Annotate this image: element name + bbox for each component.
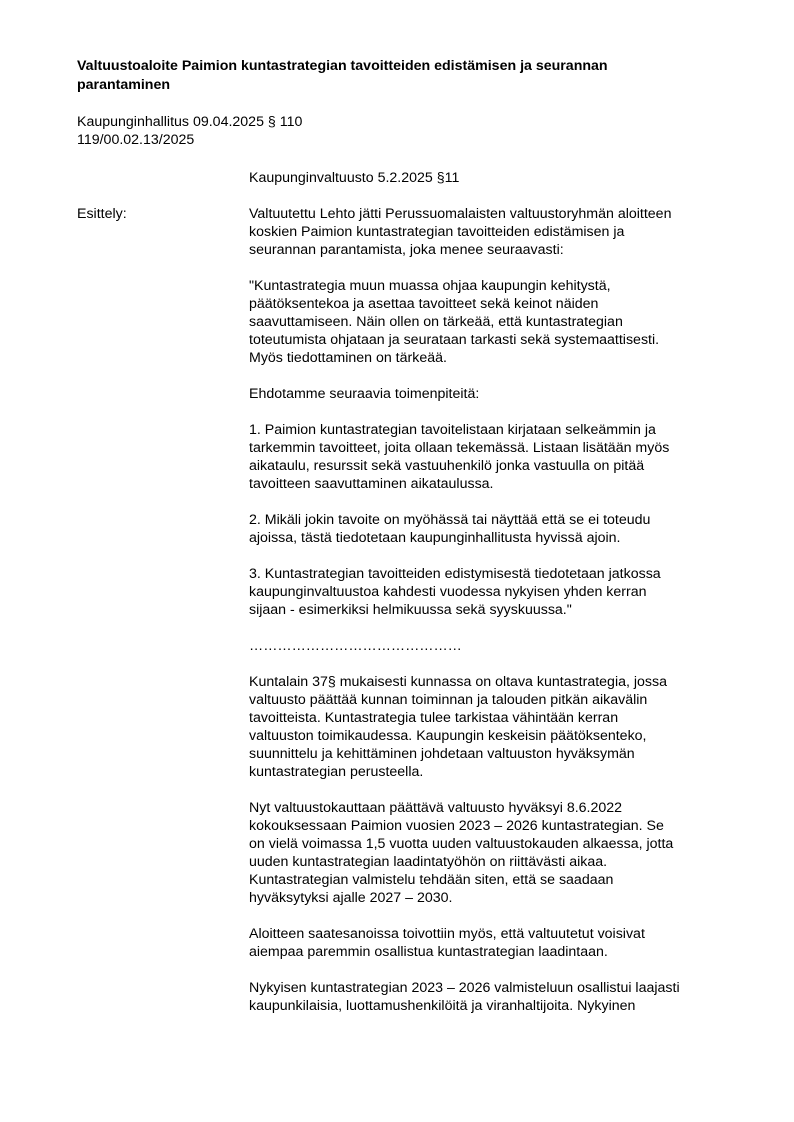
- record-number: 119/00.02.13/2025: [77, 132, 195, 148]
- body-line: kaupunginvaltuustoa kahdesti vuodessa nykyisen yhden kerran: [249, 584, 647, 600]
- body-line: ………………………………………: [249, 638, 462, 654]
- body-paragraph: [249, 925, 739, 961]
- body-paragraph: [249, 799, 739, 907]
- body-line: ajoissa, tästä tiedotetaan kaupunginhallitusta hyvissä ajoin.: [249, 530, 621, 546]
- council-line: Kaupunginvaltuusto 5.2.2025 §11: [249, 170, 460, 186]
- body-line: toteutumista ohjataan ja seurataan tarkasti sekä systemaattisesti.: [249, 332, 660, 348]
- body-line: kaupunkilaisia, luottamushenkilöitä ja viranhaltijoita. Nykyinen: [249, 998, 636, 1014]
- body-line: sijaan - esimerkiksi helmikuussa sekä syyskuussa.": [249, 602, 572, 618]
- section-label: Esittely:: [77, 206, 127, 222]
- body-paragraph: [249, 205, 739, 259]
- meeting-meta: [77, 113, 302, 149]
- body-line: tavoitteista. Kuntastrategia tulee tarkistaa vähintään kerran: [249, 710, 619, 726]
- body-line: Nyt valtuustokauttaan päättävä valtuusto hyväksyi 8.6.2022: [249, 800, 623, 816]
- body-line: aikataulu, resurssit sekä vastuuhenkilö jonka vastuulla on pitää: [249, 458, 645, 474]
- title-line: parantaminen: [77, 77, 171, 93]
- body-line: Aloitteen saatesanoissa toivottiin myös, että valtuutetut voisivat: [249, 926, 645, 942]
- body-line: tavoitteen saavuttaminen aikataulussa.: [249, 476, 494, 492]
- body-paragraph: [249, 385, 739, 403]
- body-line: Ehdotamme seuraavia toimenpiteitä:: [249, 386, 480, 402]
- body-line: uuden kuntastrategian laadintatyöhön on riittävästi aikaa.: [249, 854, 608, 870]
- body-line: "Kuntastrategia muun muassa ohjaa kaupungin kehitystä,: [249, 278, 611, 294]
- body-paragraph: [249, 421, 739, 493]
- body-line: Kuntalain 37§ mukaisesti kunnassa on oltava kuntastrategia, jossa: [249, 674, 667, 690]
- body-paragraph: [249, 979, 739, 1015]
- body-line: saavuttamiseen. Näin ollen on tärkeää, että kuntastrategian: [249, 314, 623, 330]
- body-line: seurannan parantamista, joka menee seuraavasti:: [249, 242, 564, 258]
- body-line: Nykyisen kuntastrategian 2023 – 2026 valmisteluun osallistui laajasti: [249, 980, 680, 996]
- body-line: Myös tiedottaminen on tärkeää.: [249, 350, 447, 366]
- body-line: koskien Paimion kuntastrategian tavoitteiden edistämisen ja: [249, 224, 625, 240]
- body-paragraph: [249, 637, 739, 655]
- document-title: [77, 57, 717, 95]
- body-line: valtuuston toimikaudessa. Kaupungin keskeisin päätöksenteko,: [249, 728, 647, 744]
- body-line: suunnittelu ja kehittäminen johdetaan valtuuston hyväksymän: [249, 746, 635, 762]
- body-line: hyväksytyksi ajalle 2027 – 2030.: [249, 890, 453, 906]
- body-line: 3. Kuntastrategian tavoitteiden edistymisestä tiedotetaan jatkossa: [249, 566, 661, 582]
- body-line: Kuntastrategian valmistelu tehdään siten, että se saadaan: [249, 872, 614, 888]
- body-paragraph: [249, 277, 739, 367]
- body-line: Valtuutettu Lehto jätti Perussuomalaisten valtuustoryhmän aloitteen: [249, 206, 672, 222]
- body-line: 1. Paimion kuntastrategian tavoitelistaan kirjataan selkeämmin ja: [249, 422, 656, 438]
- body-line: on vielä voimassa 1,5 vuotta uuden valtuustokauden alkaessa, jotta: [249, 836, 674, 852]
- board-line: Kaupunginhallitus 09.04.2025 § 110: [77, 114, 303, 130]
- body-paragraph: [249, 511, 739, 547]
- body-line: kokouksessaan Paimion vuosien 2023 – 2026 kuntastrategian. Se: [249, 818, 664, 834]
- title-line: Valtuustoaloite Paimion kuntastrategian tavoitteiden edistämisen ja seurannan: [77, 58, 608, 74]
- section-body: [249, 205, 739, 1033]
- body-line: tarkemmin tavoitteet, joita ollaan tekemässä. Listaan lisätään myös: [249, 440, 670, 456]
- body-line: valtuusto päättää kunnan toiminnan ja talouden pitkän aikavälin: [249, 692, 648, 708]
- body-line: aiempaa paremmin osallistua kuntastrategian laadintaan.: [249, 944, 608, 960]
- body-paragraph: [249, 565, 739, 619]
- body-line: kuntastrategian perusteella.: [249, 764, 424, 780]
- body-line: päätöksentekoa ja asettaa tavoitteet sekä keinot näiden: [249, 296, 599, 312]
- body-paragraph: [249, 673, 739, 781]
- body-line: 2. Mikäli jokin tavoite on myöhässä tai näyttää että se ei toteudu: [249, 512, 651, 528]
